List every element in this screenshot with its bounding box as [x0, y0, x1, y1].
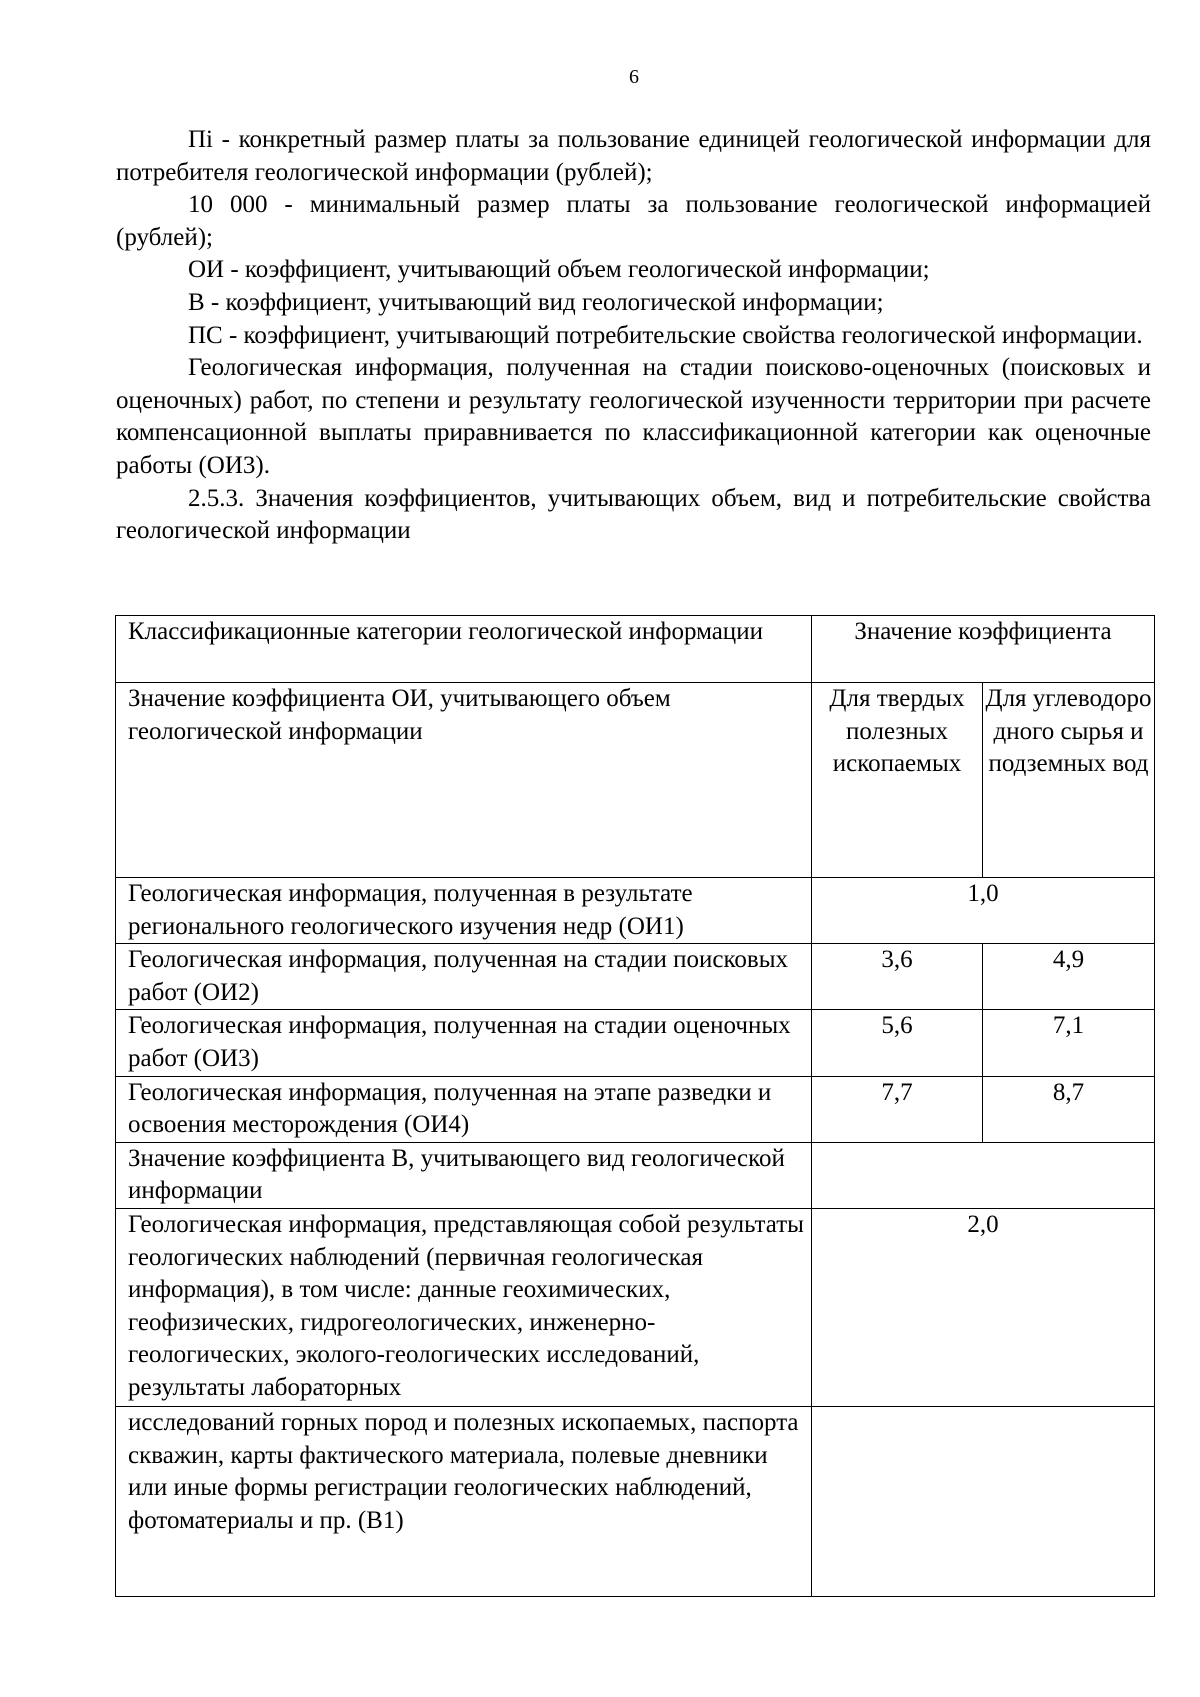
paragraph-pi: Пi - конкретный размер платы за пользование единицей геологической информации для потребителя геологической информации (рублей); [116, 126, 1151, 186]
row-category-b1-continued: исследований горных пород и полезных ископаемых, паспорта скважин, карты фактического материала, полевые дневники или иные формы регистрации геологических наблюдений, фотоматериалы и пр. (В1) [116, 1406, 812, 1596]
row-category-b1: Геологическая информация, представляющая собой результаты геологических наблюдений (первичная геологическая информация), в том числе: данные геохимических, геофизических, гидрогеологических, инженерно-геологических, эколого-геологических исследований, результаты лабораторных [116, 1208, 812, 1406]
row-category-oi4: Геологическая информация, полученная на этапе разведки и освоения месторождения (ОИ4) [116, 1076, 812, 1142]
table-row [116, 1010, 1155, 1076]
table-header-row [116, 616, 1155, 683]
b-section-value [812, 1142, 1155, 1208]
row-value-b1-continued [812, 1406, 1155, 1596]
header-category-cell: Классификационные категории геологической информации [116, 616, 812, 683]
coefficient-table [115, 615, 1155, 1597]
row-value-b1: 2,0 [812, 1208, 1155, 1406]
column-solid-minerals: Для твердых полезных ископаемых [812, 683, 983, 878]
row-category-oi1: Геологическая информация, полученная в результате регионального геологического изучения недр (ОИ1) [116, 878, 812, 944]
header-value-cell: Значение коэффициента [812, 616, 1155, 683]
row-hydrocarbon-oi2: 4,9 [983, 944, 1155, 1010]
page-number: 6 [629, 66, 639, 88]
row-solid-oi3: 5,6 [812, 1010, 983, 1076]
paragraph-b: В - коэффициент, учитывающий вид геологической информации; [188, 288, 884, 316]
section-heading-2-5-3: 2.5.3. Значения коэффициентов, учитывающих объем, вид и потребительские свойства геологической информации [116, 484, 1151, 545]
row-solid-oi4: 7,7 [812, 1076, 983, 1142]
row-category-oi3: Геологическая информация, полученная на стадии оценочных работ (ОИ3) [116, 1010, 812, 1076]
table-row [116, 1076, 1155, 1142]
b-section-row [116, 1142, 1155, 1208]
paragraph-exploration-note: Геологическая информация, полученная на стадии поисково-оценочных (поисковых и оценочных) работ, по степени и результату геологической изученности территории при расчете компенсационной выплаты приравнивается по классификационной категории как оценочные работы (ОИ3). [116, 354, 1151, 479]
row-category-oi2: Геологическая информация, полученная на стадии поисковых работ (ОИ2) [116, 944, 812, 1010]
oi-section-row [116, 683, 1155, 878]
table-row [116, 1406, 1155, 1596]
row-value-oi1: 1,0 [812, 878, 1155, 944]
column-hydrocarbon-groundwater: Для углеводоро дного сырья и подземных вод [983, 683, 1155, 878]
table-row [116, 944, 1155, 1010]
paragraph-oi: ОИ - коэффициент, учитывающий объем геологической информации; [188, 256, 930, 284]
oi-section-label: Значение коэффициента ОИ, учитывающего объем геологической информации [116, 683, 812, 878]
row-solid-oi2: 3,6 [812, 944, 983, 1010]
row-hydrocarbon-oi3: 7,1 [983, 1010, 1155, 1076]
b-section-label: Значение коэффициента В, учитывающего вид геологической информации [116, 1142, 812, 1208]
paragraph-min-fee: 10 000 - минимальный размер платы за пользование геологической информацией (рублей); [116, 191, 1151, 251]
row-hydrocarbon-oi4: 8,7 [983, 1076, 1155, 1142]
table-row [116, 878, 1155, 944]
table-row [116, 1208, 1155, 1406]
body-text [116, 124, 1151, 548]
paragraph-ps: ПС - коэффициент, учитывающий потребительские свойства геологической информации. [188, 321, 1143, 349]
